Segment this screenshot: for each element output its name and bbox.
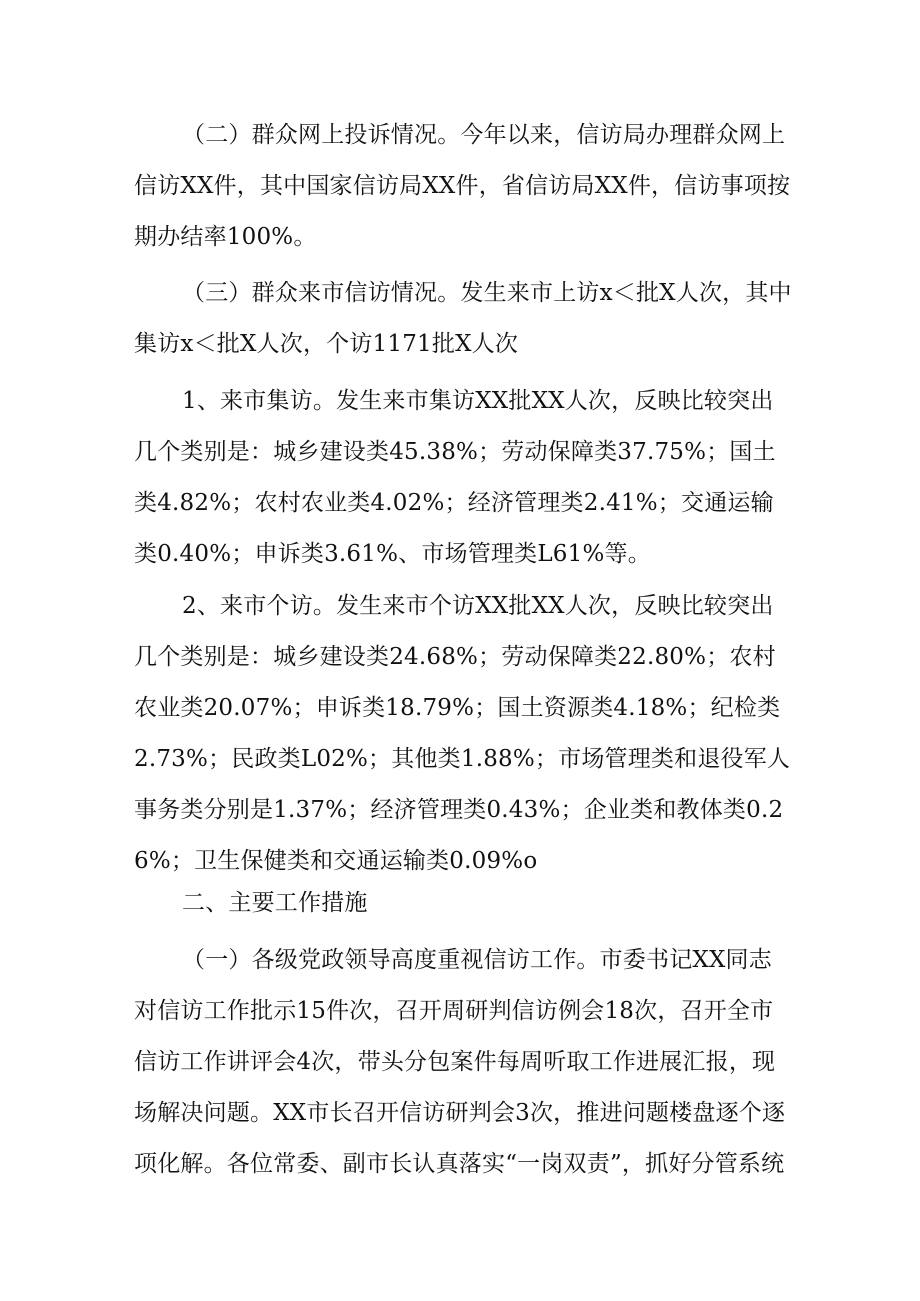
paragraph-group-visits: 1、来市集访。发生来市集访XX批XX人次，反映比较突出几个类别是：城乡建设类45.38%；劳动保障类37.75%；国土类4.82%；农村农业类4.02%；经济管理类2.41%；交通运输类0.40%；申诉类3.61%、市场管理类L61%等。 (134, 388, 776, 567)
paragraph-leadership-attention: （一）各级党政领导高度重视信访工作。市委书记XX同志对信访工作批示15件次，召开周研判信访例会18次，召开全市信访工作讲评会4次，带头分包案件每周听取工作进展汇报，现场解决问题。XX市长召开信访研判会3次，推进问题楼盘逐个逐项化解。各位常委、副市长认真落实“一岗双责”，抓好分管系统 (134, 947, 786, 1177)
paragraph-online-complaints: （二）群众网上投诉情况。今年以来，信访局办理群众网上信访XX件，其中国家信访局XX件，省信访局XX件，信访事项按期办结率100%。 (134, 122, 791, 250)
paragraph-individual-visits: 2、来市个访。发生来市个访XX批XX人次，反映比较突出几个类别是：城乡建设类24.68%；劳动保障类22.80%；农村农业类20.07%；申诉类18.79%；国土资源类4.18%；纪检类2.73%；民政类L02%；其他类1.88%；市场管理类和退役军人事务类分别是1.37%；经济管理类0.43%；企业类和教体类0.26%；卫生保健类和交通运输类0.09%o (134, 593, 791, 874)
section-heading-main-measures: 二、主要工作措施 (182, 890, 368, 916)
paragraph-city-petitions: （三）群众来市信访情况。发生来市上访x＜批X人次，其中集访x＜批X人次，个访1171批X人次 (134, 280, 792, 357)
